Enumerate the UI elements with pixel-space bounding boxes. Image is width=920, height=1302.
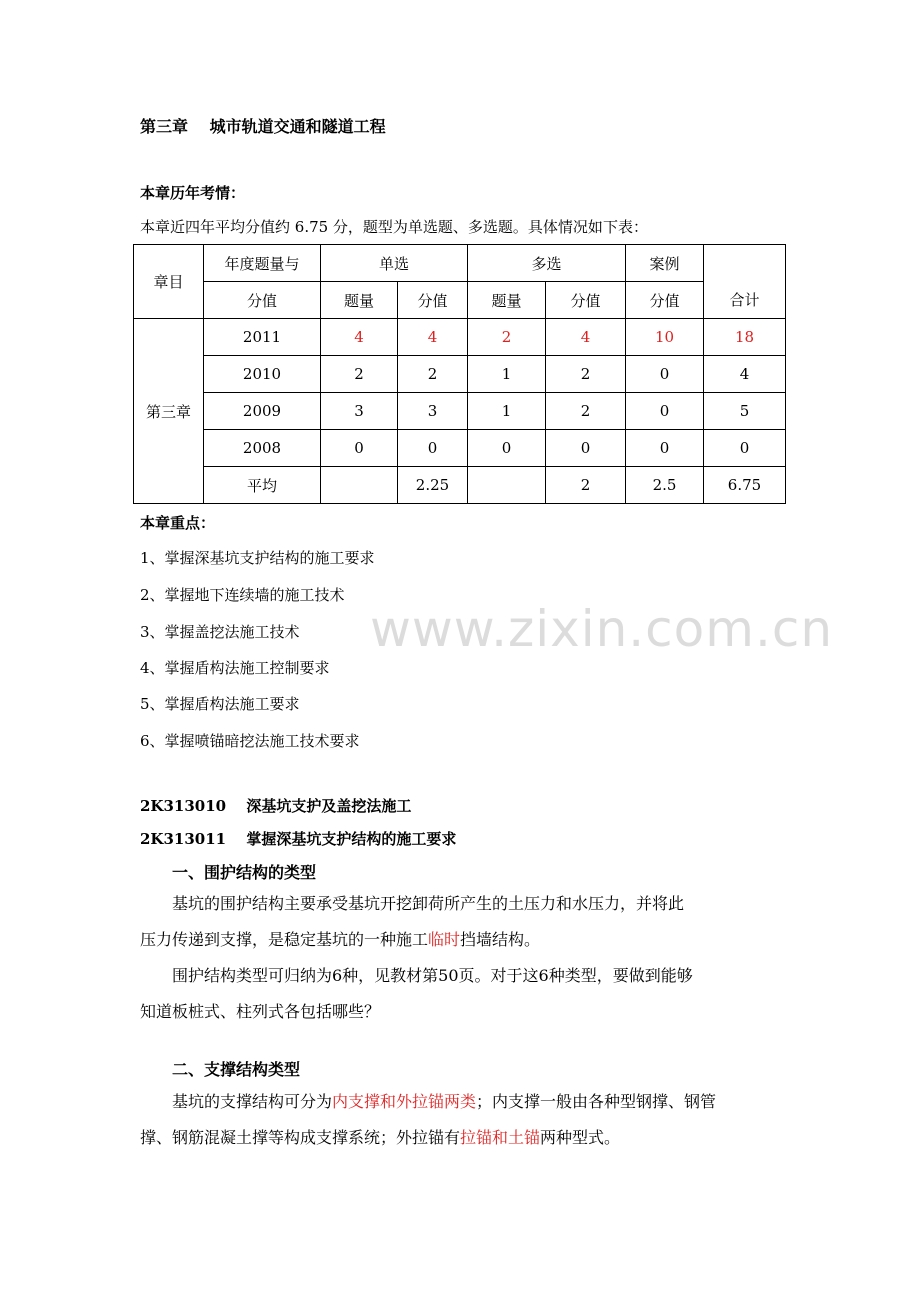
cell-single-score: 3 <box>398 393 468 430</box>
paragraph-3-text: 基坑的支撑结构可分为 <box>172 1092 333 1111</box>
header-single-score: 分值 <box>398 282 468 319</box>
cell-single-score: 2.25 <box>398 467 468 504</box>
highlight-text: 临时 <box>428 930 461 949</box>
watermark: www.zixin.com.cn <box>370 600 834 658</box>
paragraph-1-line-2 <box>140 922 790 958</box>
paragraph-3 <box>140 1084 790 1156</box>
section-code-2: 2K313011 掌握深基坑支护结构的施工要求 <box>140 830 457 848</box>
history-heading: 本章历年考情： <box>140 184 246 202</box>
cell-year: 2008 <box>204 430 321 467</box>
paragraph-3-text-2: 撑、钢筋混凝土撑等构成支撑系统；外拉锚有 <box>140 1128 461 1147</box>
cell-case: 0 <box>626 393 704 430</box>
table-row <box>134 467 786 504</box>
cell-multi-score: 2 <box>546 467 626 504</box>
cell-single-count: 3 <box>321 393 398 430</box>
header-multi-score: 分值 <box>546 282 626 319</box>
score-table <box>133 244 786 504</box>
header-case: 案例 <box>626 245 704 282</box>
subsection-title-1: 一、围护结构的类型 <box>172 863 317 882</box>
cell-multi-score: 2 <box>546 393 626 430</box>
cell-single-score: 4 <box>398 319 468 356</box>
key-points-heading: 本章重点： <box>140 514 216 532</box>
cell-case: 2.5 <box>626 467 704 504</box>
section-code-1: 2K313010 深基坑支护及盖挖法施工 <box>140 797 412 815</box>
highlight-text: 内支撑和外拉锚两类 <box>332 1092 477 1111</box>
list-item: 6、掌握喷锚暗挖法施工技术要求 <box>140 732 360 750</box>
table-row <box>134 356 786 393</box>
paragraph-2-line-2: 知道板桩式、柱列式各包括哪些？ <box>140 1002 381 1021</box>
table-row <box>134 393 786 430</box>
header-multi-count: 题量 <box>468 282 546 319</box>
cell-single-count: 0 <box>321 430 398 467</box>
cell-single-count <box>321 467 398 504</box>
header-case-score: 分值 <box>626 282 704 319</box>
cell-year: 2010 <box>204 356 321 393</box>
paragraph-3-text-mid: ；内支撑一般由各种型钢撑、钢管 <box>476 1092 717 1111</box>
cell-multi-count: 0 <box>468 430 546 467</box>
cell-multi-score: 0 <box>546 430 626 467</box>
list-item: 3、掌握盖挖法施工技术 <box>140 623 300 641</box>
cell-multi-count: 2 <box>468 319 546 356</box>
cell-year: 2009 <box>204 393 321 430</box>
header-single: 单选 <box>321 245 468 282</box>
header-year-line2: 分值 <box>204 282 321 319</box>
chapter-cell: 第三章 <box>134 319 204 504</box>
cell-multi-score: 4 <box>546 319 626 356</box>
table-row <box>134 319 786 356</box>
header-chapter: 章目 <box>134 245 204 319</box>
paragraph-1 <box>140 886 790 1030</box>
header-total: 合计 <box>704 245 786 319</box>
paragraph-1-text-end: 挡墙结构。 <box>460 930 541 949</box>
header-multi: 多选 <box>468 245 626 282</box>
cell-multi-count: 1 <box>468 356 546 393</box>
cell-multi-count <box>468 467 546 504</box>
cell-total: 6.75 <box>704 467 786 504</box>
cell-case: 10 <box>626 319 704 356</box>
cell-case: 0 <box>626 356 704 393</box>
list-item: 1、掌握深基坑支护结构的施工要求 <box>140 549 375 567</box>
paragraph-2-line-1: 围护结构类型可归纳为6种，见教材第50页。对于这6种类型，要做到能够 <box>172 966 693 985</box>
cell-case: 0 <box>626 430 704 467</box>
paragraph-1-line-1: 基坑的围护结构主要承受基坑开挖卸荷所产生的土压力和水压力，并将此 <box>172 894 685 913</box>
paragraph-3-line-1 <box>140 1084 790 1120</box>
list-item: 5、掌握盾构法施工要求 <box>140 695 300 713</box>
cell-total: 4 <box>704 356 786 393</box>
cell-single-score: 2 <box>398 356 468 393</box>
cell-multi-count: 1 <box>468 393 546 430</box>
subsection-title-2: 二、支撑结构类型 <box>172 1060 301 1079</box>
header-year-line1: 年度题量与 <box>204 245 321 282</box>
paragraph-1-text: 压力传递到支撑，是稳定基坑的一种施工 <box>140 930 429 949</box>
cell-total: 5 <box>704 393 786 430</box>
cell-year: 平均 <box>204 467 321 504</box>
list-item: 2、掌握地下连续墙的施工技术 <box>140 586 345 604</box>
cell-single-count: 2 <box>321 356 398 393</box>
cell-multi-score: 2 <box>546 356 626 393</box>
cell-total: 18 <box>704 319 786 356</box>
list-item: 4、掌握盾构法施工控制要求 <box>140 659 330 677</box>
header-single-count: 题量 <box>321 282 398 319</box>
highlight-text: 拉锚和土锚 <box>460 1128 541 1147</box>
table-row <box>134 430 786 467</box>
history-intro: 本章近四年平均分值约 6.75 分，题型为单选题、多选题。具体情况如下表： <box>140 218 648 236</box>
cell-single-count: 4 <box>321 319 398 356</box>
cell-single-score: 0 <box>398 430 468 467</box>
chapter-title: 第三章 城市轨道交通和隧道工程 <box>140 117 386 136</box>
cell-year: 2011 <box>204 319 321 356</box>
cell-total: 0 <box>704 430 786 467</box>
paragraph-3-line-2 <box>140 1120 790 1156</box>
paragraph-3-text-end: 两种型式。 <box>540 1128 621 1147</box>
